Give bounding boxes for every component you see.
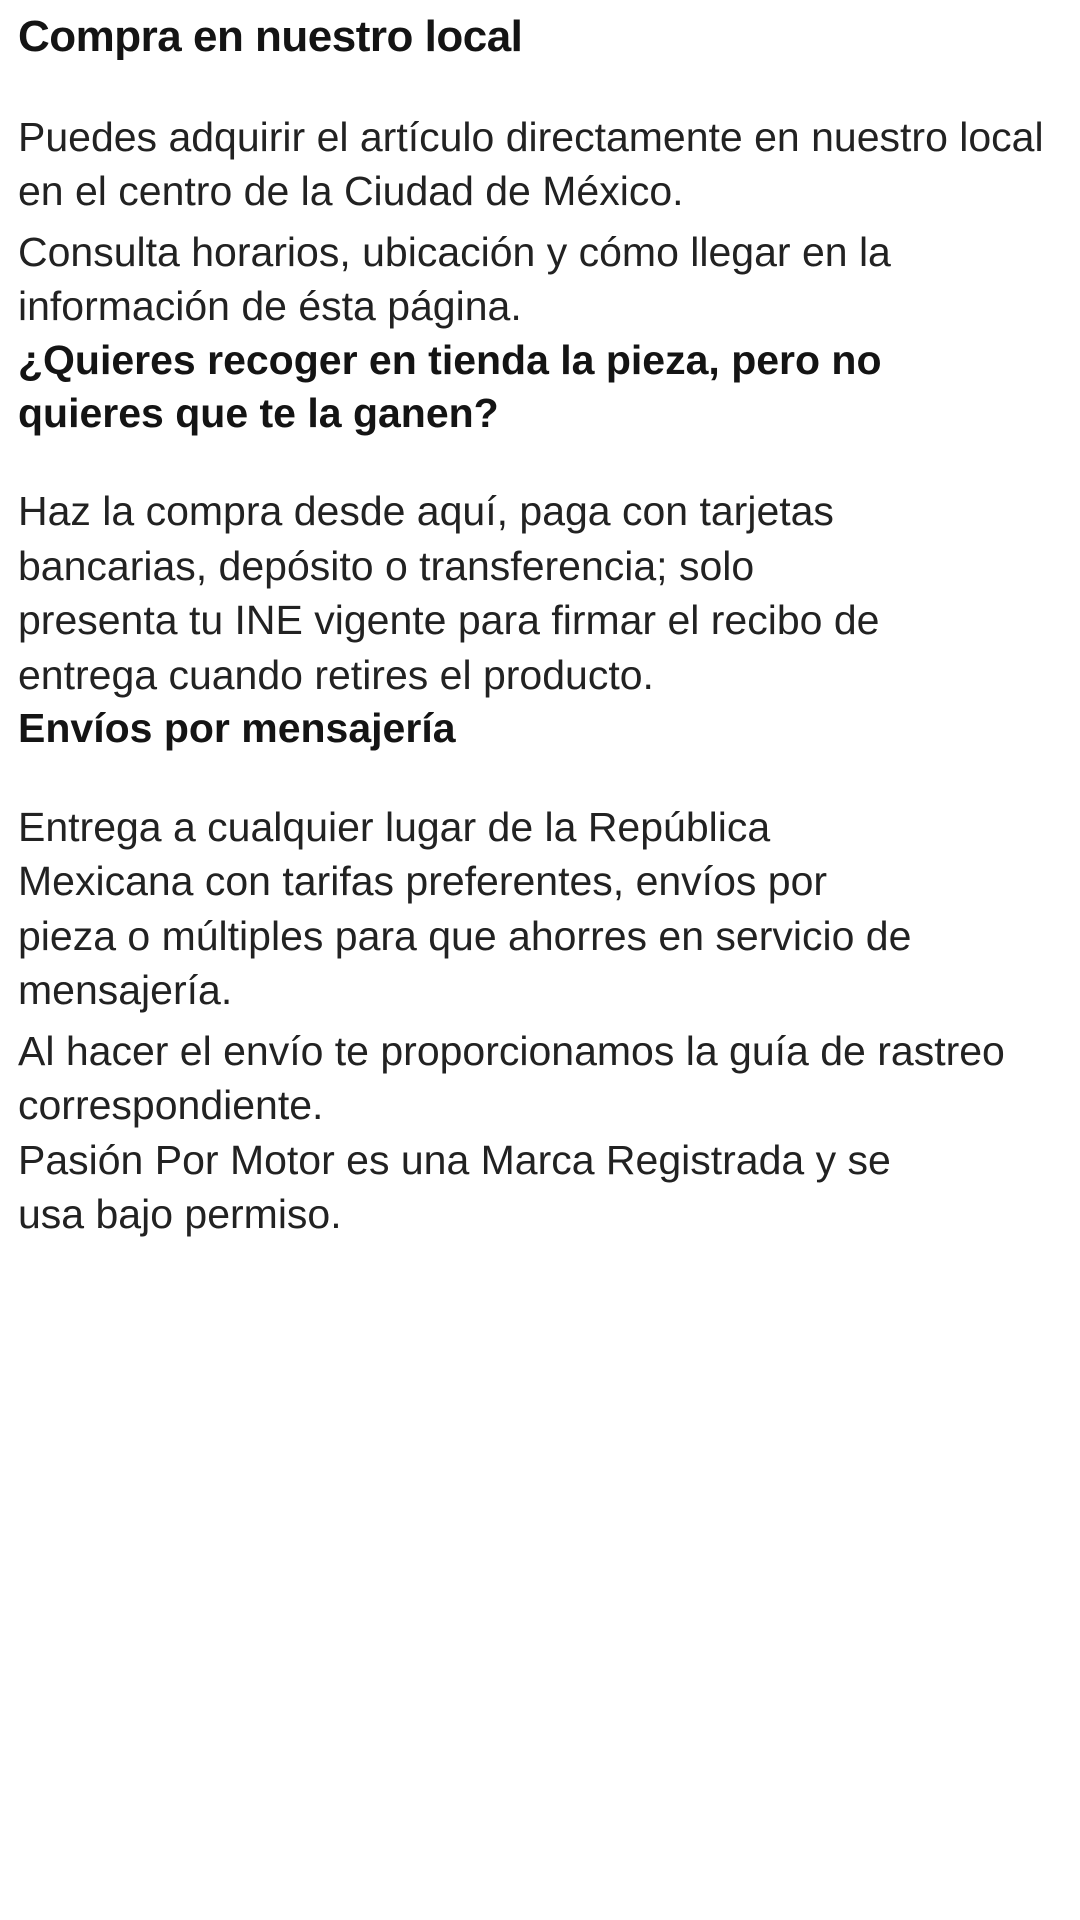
- intro-paragraph-2: Consulta horarios, ubicación y cómo llegar en la información de ésta página.: [18, 228, 891, 330]
- intro-paragraph-1: Puedes adquirir el artículo directamente en nuestro local en el centro de la Ciudad de México.: [18, 113, 1044, 215]
- pickup-answer-paragraph: Haz la compra desde aquí, paga con tarjetas bancarias, depósito o transferencia; solo presenta tu INE vigente para firmar el recibo de entrega cuando retires el producto.: [18, 488, 880, 698]
- shipping-paragraph-2: Al hacer el envío te proporcionamos la guía de rastreo correspondiente.: [18, 1027, 1005, 1129]
- pickup-question-heading: ¿Quieres recoger en tienda la pieza, pero no quieres que te la ganen?: [18, 336, 882, 437]
- page-title: Compra en nuestro local: [18, 12, 523, 61]
- shipping-paragraph-1: Entrega a cualquier lugar de la República Mexicana con tarifas preferentes, envíos por pieza o múltiples para que ahorres en servicio de mensajería.: [18, 803, 912, 1014]
- shipping-heading: Envíos por mensajería: [18, 705, 456, 752]
- trademark-notice: Pasión Por Motor es una Marca Registrada y se usa bajo permiso.: [18, 1136, 891, 1238]
